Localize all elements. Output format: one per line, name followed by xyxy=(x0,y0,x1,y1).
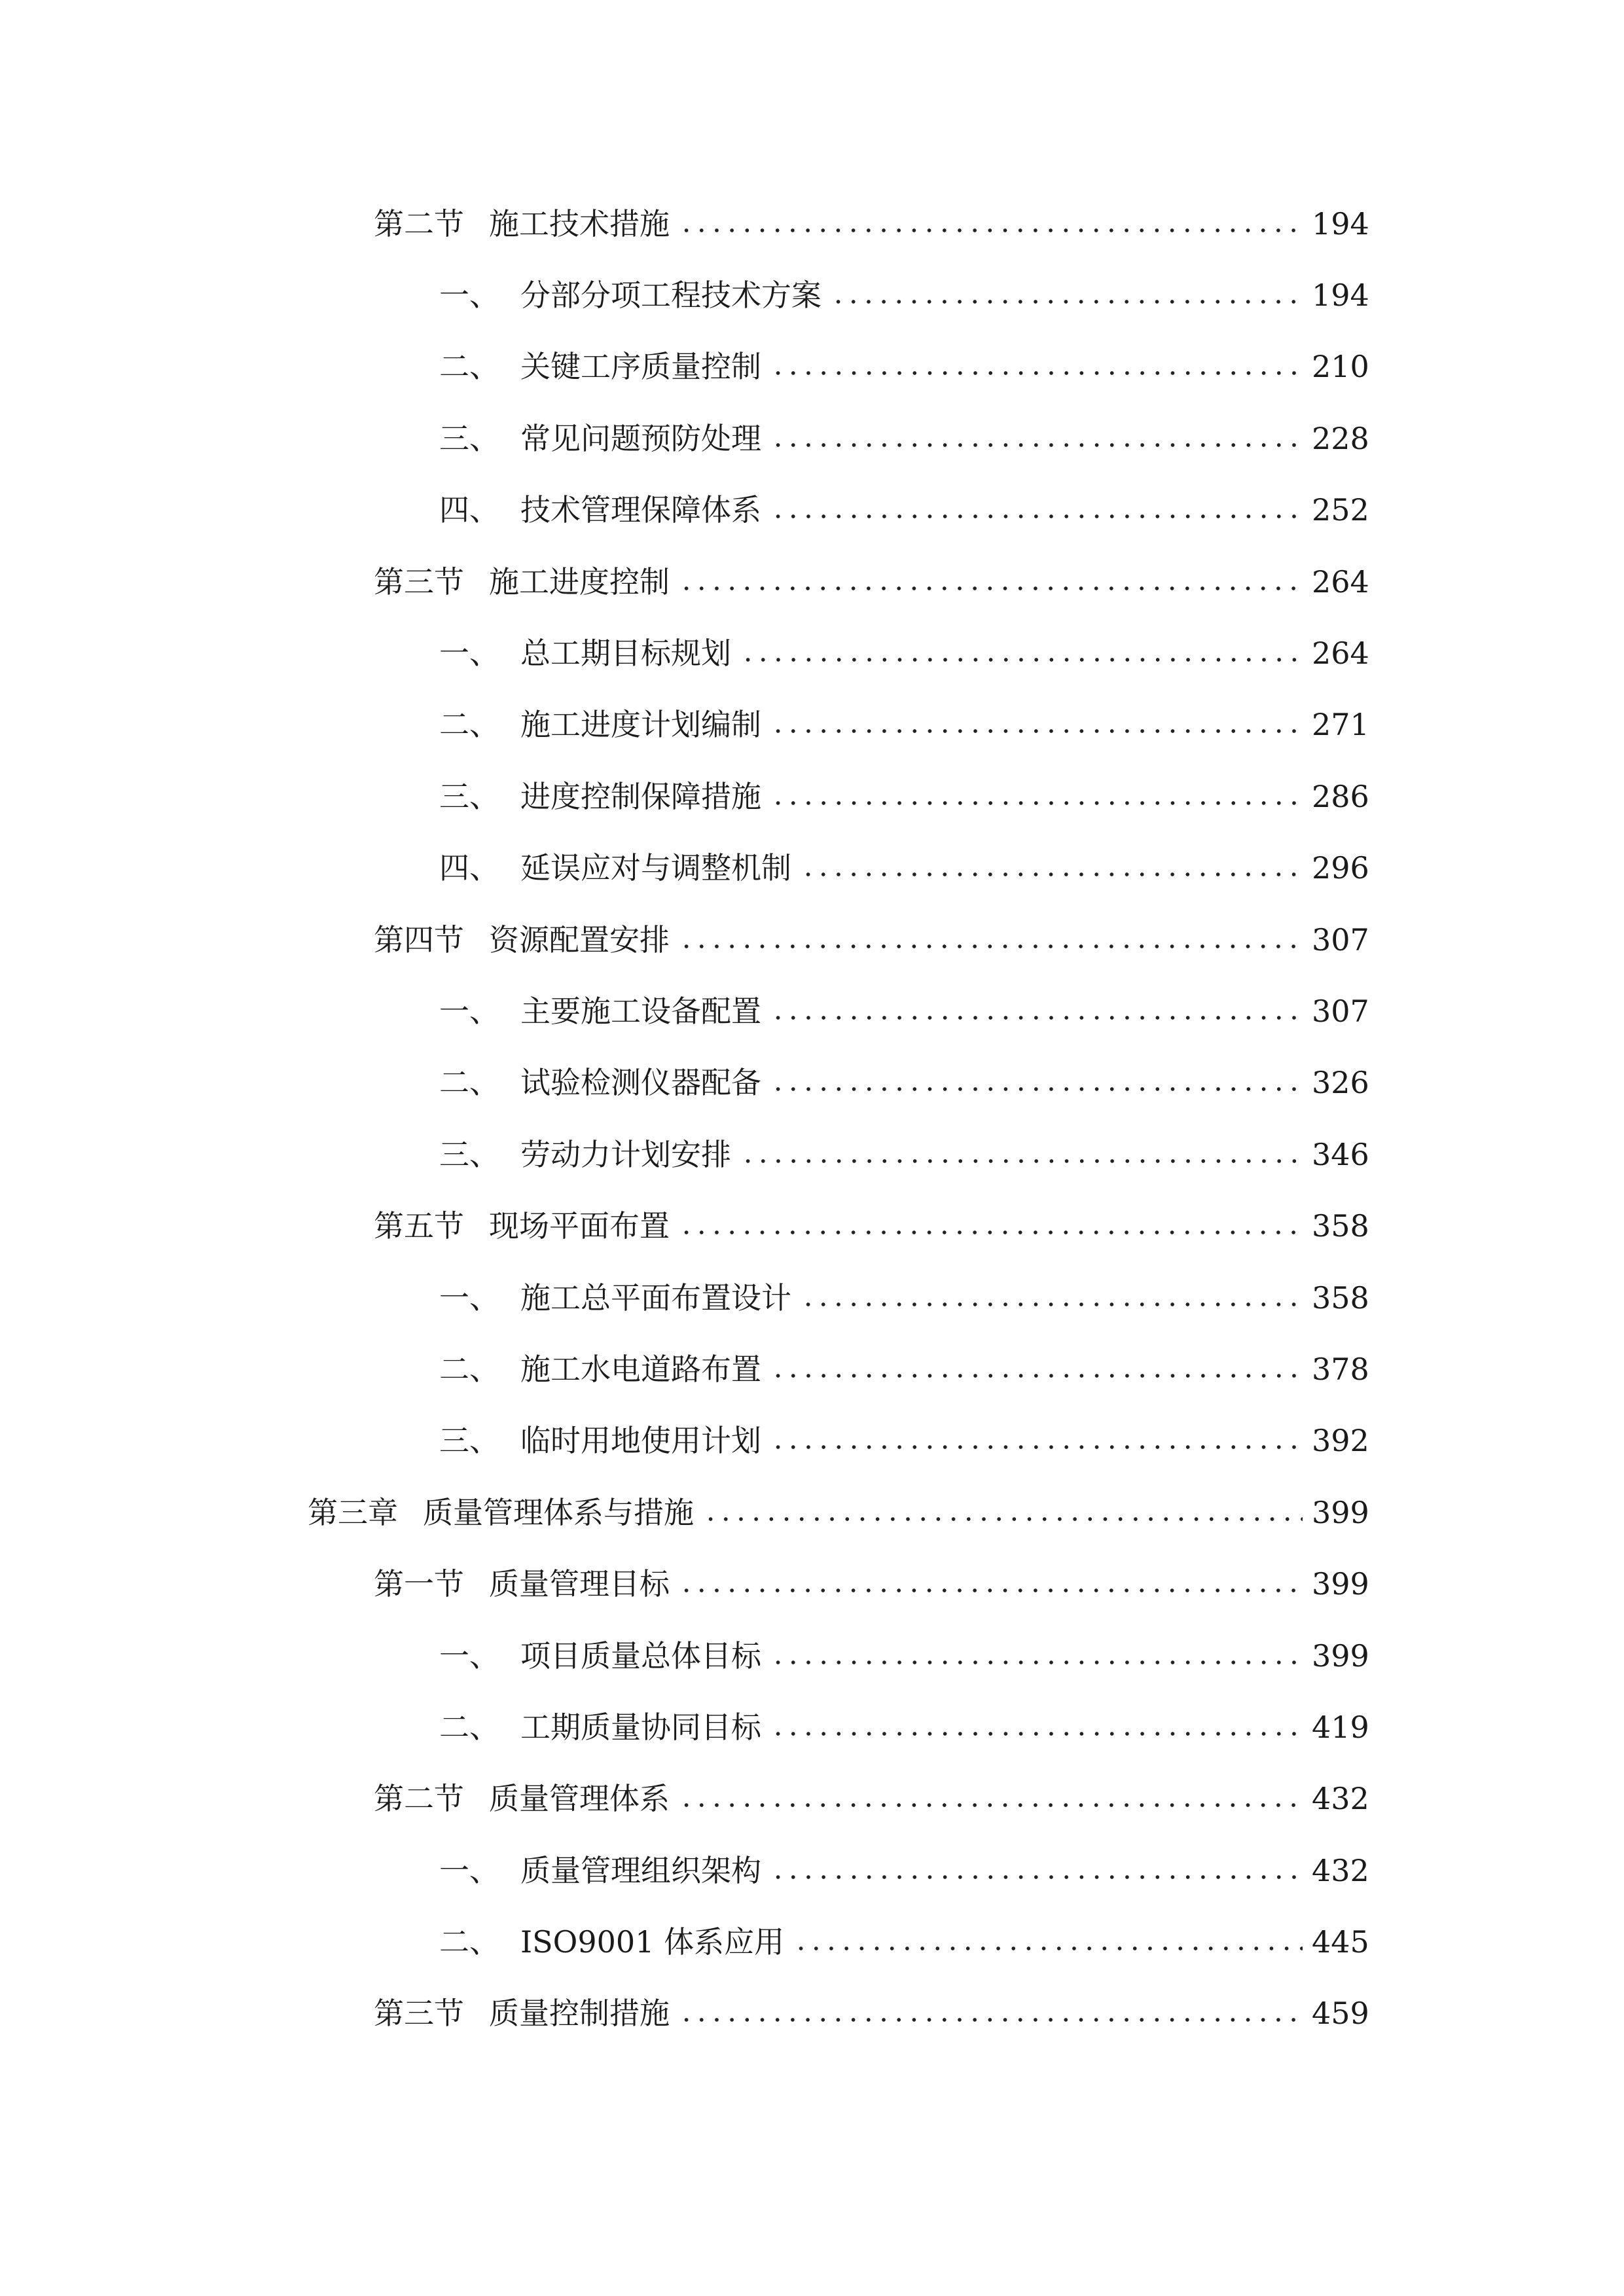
toc-entry-16[interactable] xyxy=(0,1262,1624,1333)
toc-entry-5[interactable] xyxy=(0,475,1624,546)
toc-entry-label xyxy=(439,1638,761,1674)
toc-entry-title: 施工进度控制 xyxy=(489,564,670,600)
toc-entry-number: 第一节 xyxy=(374,1566,464,1602)
toc-entry-page-number: 358 xyxy=(1312,1208,1369,1244)
toc-entry-title: 施工进度计划编制 xyxy=(520,707,761,743)
toc-entry-number: 三、 xyxy=(439,420,499,456)
toc-entry-page-number: 286 xyxy=(1312,778,1369,814)
toc-entry-number: 第五节 xyxy=(374,1208,464,1244)
toc-entry-page-number: 392 xyxy=(1312,1423,1369,1459)
toc-entry-10[interactable] xyxy=(0,833,1624,904)
toc-entry-title: 质量管理体系 xyxy=(489,1781,670,1817)
dot-leader xyxy=(740,1146,1303,1176)
toc-entry-label xyxy=(439,420,761,456)
toc-entry-label xyxy=(374,564,670,600)
toc-entry-number: 二、 xyxy=(439,1924,499,1960)
toc-entry-title: 分部分项工程技术方案 xyxy=(520,278,821,314)
toc-entry-22[interactable] xyxy=(0,1691,1624,1763)
toc-entry-number: 一、 xyxy=(439,1280,499,1316)
toc-entry-label xyxy=(374,206,670,242)
toc-entry-17[interactable] xyxy=(0,1333,1624,1405)
toc-entry-title: 总工期目标规划 xyxy=(520,636,731,672)
toc-entry-8[interactable] xyxy=(0,689,1624,761)
toc-entry-page-number: 307 xyxy=(1312,922,1369,958)
toc-entry-title: 施工水电道路布置 xyxy=(520,1351,761,1387)
toc-entry-number: 一、 xyxy=(439,1852,499,1888)
toc-entry-label xyxy=(439,492,761,528)
toc-entry-label xyxy=(374,1781,670,1817)
toc-entry-number: 一、 xyxy=(439,636,499,672)
toc-entry-label xyxy=(439,1924,785,1960)
toc-entry-number: 二、 xyxy=(439,1351,499,1387)
toc-entry-page-number: 445 xyxy=(1312,1924,1369,1960)
dot-leader xyxy=(831,287,1303,317)
dot-leader xyxy=(770,1074,1303,1104)
dot-leader xyxy=(770,501,1303,531)
toc-entry-label xyxy=(374,1566,670,1602)
toc-entry-number: 二、 xyxy=(439,349,499,385)
dot-leader xyxy=(679,1217,1303,1247)
toc-entry-title: 质量管理组织架构 xyxy=(520,1852,761,1888)
toc-entry-title: 延误应对与调整机制 xyxy=(520,850,791,886)
toc-entry-title: 试验检测仪器配备 xyxy=(520,1065,761,1101)
toc-entry-label xyxy=(374,1208,670,1244)
toc-entry-page-number: 252 xyxy=(1312,492,1369,528)
toc-entry-title: 施工技术措施 xyxy=(489,206,670,242)
toc-entry-13[interactable] xyxy=(0,1047,1624,1119)
dot-leader xyxy=(679,215,1303,245)
toc-entry-label xyxy=(374,922,670,958)
toc-entry-25[interactable] xyxy=(0,1906,1624,1977)
toc-entry-18[interactable] xyxy=(0,1405,1624,1477)
toc-entry-title: 项目质量总体目标 xyxy=(520,1638,761,1674)
dot-leader xyxy=(770,1003,1303,1033)
toc-entry-page-number: 264 xyxy=(1312,636,1369,672)
toc-entry-number: 三、 xyxy=(439,1423,499,1459)
toc-entry-label xyxy=(439,993,761,1029)
toc-entry-page-number: 399 xyxy=(1312,1638,1369,1674)
toc-entry-page-number: 432 xyxy=(1312,1781,1369,1817)
dot-leader xyxy=(801,859,1303,889)
dot-leader xyxy=(770,788,1303,818)
toc-entry-page-number: 307 xyxy=(1312,993,1369,1029)
toc-entry-label xyxy=(439,850,791,886)
toc-entry-4[interactable] xyxy=(0,403,1624,474)
toc-entry-title: 劳动力计划安排 xyxy=(520,1136,731,1172)
toc-entry-title: 施工总平面布置设计 xyxy=(520,1280,791,1316)
toc-entry-number: 三、 xyxy=(439,1136,499,1172)
dot-leader xyxy=(770,1361,1303,1391)
toc-entry-7[interactable] xyxy=(0,617,1624,689)
dot-leader xyxy=(679,931,1303,961)
toc-entry-24[interactable] xyxy=(0,1835,1624,1906)
toc-entry-title: 资源配置安排 xyxy=(489,922,670,958)
toc-entry-number: 第四节 xyxy=(374,922,464,958)
toc-entry-number: 第二节 xyxy=(374,1781,464,1817)
toc-entry-number: 第二节 xyxy=(374,206,464,242)
toc-entry-title: 质量管理体系与措施 xyxy=(423,1494,694,1530)
toc-entry-title: ISO9001 体系应用 xyxy=(520,1924,785,1960)
toc-entry-title: 主要施工设备配置 xyxy=(520,993,761,1029)
toc-entry-number: 二、 xyxy=(439,1065,499,1101)
toc-entry-6[interactable] xyxy=(0,546,1624,617)
toc-entry-page-number: 399 xyxy=(1312,1566,1369,1602)
toc-entry-page-number: 194 xyxy=(1312,206,1369,242)
toc-entry-page-number: 326 xyxy=(1312,1065,1369,1101)
toc-entry-page-number: 296 xyxy=(1312,850,1369,886)
toc-entry-page-number: 194 xyxy=(1312,278,1369,314)
toc-entry-number: 二、 xyxy=(439,707,499,743)
toc-entry-title: 关键工序质量控制 xyxy=(520,349,761,385)
toc-entry-label xyxy=(439,1852,761,1888)
toc-entry-number: 一、 xyxy=(439,278,499,314)
toc-entry-label xyxy=(439,278,821,314)
toc-entry-title: 进度控制保障措施 xyxy=(520,778,761,814)
toc-entry-label xyxy=(439,1136,731,1172)
toc-entry-3[interactable] xyxy=(0,331,1624,403)
dot-leader xyxy=(770,1432,1303,1462)
toc-entry-page-number: 346 xyxy=(1312,1136,1369,1172)
toc-entry-label xyxy=(439,1280,791,1316)
toc-entry-19[interactable] xyxy=(0,1477,1624,1548)
toc-entry-label xyxy=(439,1423,761,1459)
toc-entry-page-number: 399 xyxy=(1312,1494,1369,1530)
dot-leader xyxy=(679,573,1303,603)
toc-entry-label xyxy=(439,778,761,814)
toc-entry-1[interactable] xyxy=(0,188,1624,259)
toc-entry-page-number: 358 xyxy=(1312,1280,1369,1316)
toc-entry-23[interactable] xyxy=(0,1763,1624,1835)
toc-entry-title: 常见问题预防处理 xyxy=(520,420,761,456)
dot-leader xyxy=(679,1575,1303,1605)
toc-entry-page-number: 264 xyxy=(1312,564,1369,600)
dot-leader xyxy=(770,1719,1303,1749)
dot-leader xyxy=(770,358,1303,388)
dot-leader xyxy=(793,1933,1303,1964)
dot-leader xyxy=(770,1862,1303,1892)
toc-entry-number: 四、 xyxy=(439,492,499,528)
toc-entry-number: 第三节 xyxy=(374,1996,464,2032)
toc-entry-number: 第三节 xyxy=(374,564,464,600)
dot-leader xyxy=(679,1790,1303,1820)
toc-entry-label xyxy=(308,1494,694,1530)
toc-entry-title: 现场平面布置 xyxy=(489,1208,670,1244)
toc-entry-11[interactable] xyxy=(0,904,1624,975)
dot-leader xyxy=(740,645,1303,675)
toc-entry-label xyxy=(439,636,731,672)
toc-entry-title: 临时用地使用计划 xyxy=(520,1423,761,1459)
toc-entry-15[interactable] xyxy=(0,1190,1624,1261)
toc-entry-26[interactable] xyxy=(0,1978,1624,2049)
toc-entry-page-number: 228 xyxy=(1312,420,1369,456)
dot-leader xyxy=(770,430,1303,460)
toc-entry-page-number: 432 xyxy=(1312,1852,1369,1888)
toc-entry-label xyxy=(374,1996,670,2032)
toc-entry-title: 质量控制措施 xyxy=(489,1996,670,2032)
toc-entry-label xyxy=(439,1065,761,1101)
toc-entry-number: 第三章 xyxy=(308,1494,398,1530)
toc-entry-title: 工期质量协同目标 xyxy=(520,1709,761,1745)
dot-leader xyxy=(679,2005,1303,2035)
toc-entry-number: 二、 xyxy=(439,1709,499,1745)
toc-entry-2[interactable] xyxy=(0,259,1624,331)
table-of-contents xyxy=(0,188,1624,2049)
toc-entry-9[interactable] xyxy=(0,761,1624,832)
toc-entry-label xyxy=(439,349,761,385)
toc-entry-20[interactable] xyxy=(0,1548,1624,1619)
toc-entry-label xyxy=(439,707,761,743)
toc-entry-page-number: 210 xyxy=(1312,349,1369,385)
toc-entry-title: 质量管理目标 xyxy=(489,1566,670,1602)
toc-entry-12[interactable] xyxy=(0,975,1624,1047)
toc-entry-label xyxy=(439,1351,761,1387)
dot-leader xyxy=(703,1504,1303,1534)
dot-leader xyxy=(770,1647,1303,1677)
toc-entry-page-number: 378 xyxy=(1312,1351,1369,1387)
toc-entry-page-number: 271 xyxy=(1312,707,1369,743)
toc-entry-21[interactable] xyxy=(0,1620,1624,1691)
toc-entry-number: 三、 xyxy=(439,778,499,814)
toc-entry-number: 一、 xyxy=(439,1638,499,1674)
toc-entry-label xyxy=(439,1709,761,1745)
toc-entry-number: 四、 xyxy=(439,850,499,886)
toc-entry-14[interactable] xyxy=(0,1119,1624,1190)
dot-leader xyxy=(770,716,1303,746)
toc-entry-number: 一、 xyxy=(439,993,499,1029)
toc-entry-page-number: 459 xyxy=(1312,1996,1369,2032)
dot-leader xyxy=(801,1289,1303,1319)
toc-entry-title: 技术管理保障体系 xyxy=(520,492,761,528)
toc-entry-page-number: 419 xyxy=(1312,1709,1369,1745)
